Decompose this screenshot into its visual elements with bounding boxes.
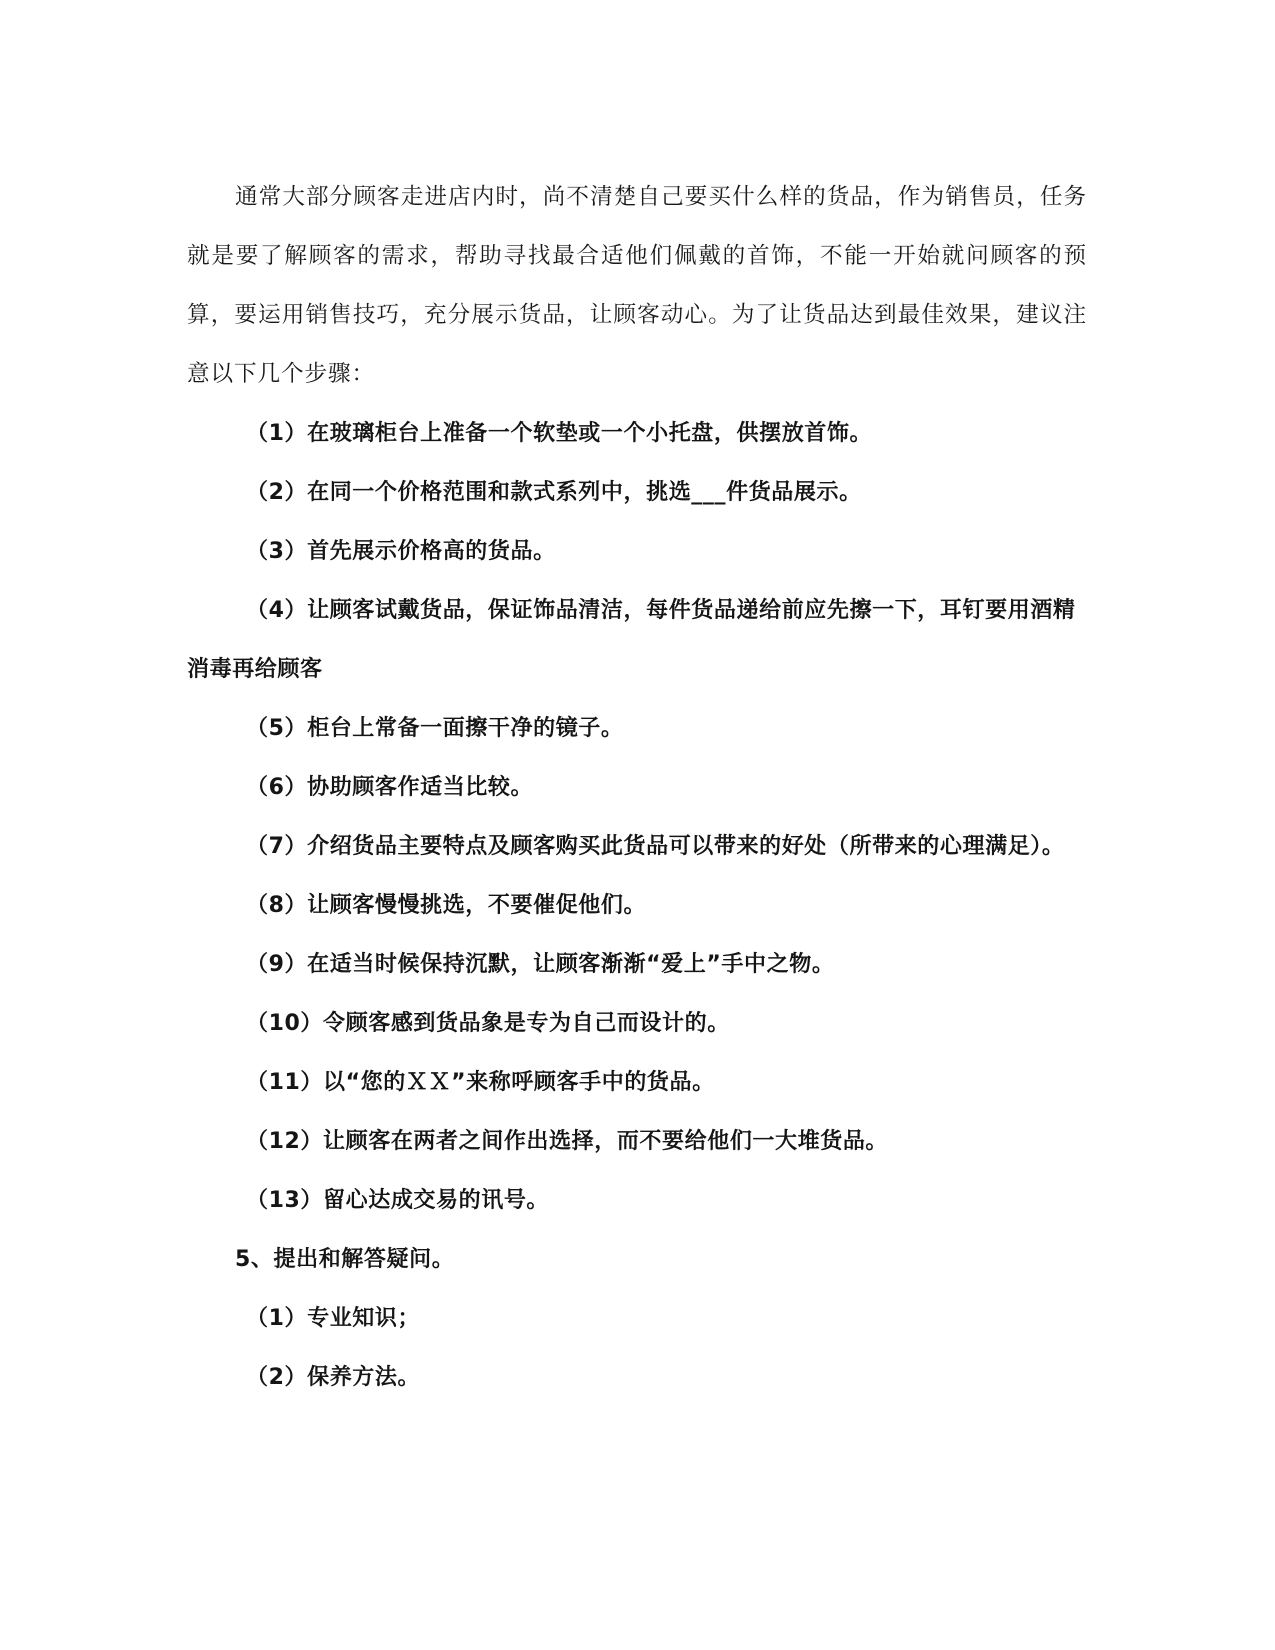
section-5-item-1: （1）专业知识； [246,1306,421,1331]
step-11: （11）以“您的ＸＸ”来称呼顾客手中的货品。 [246,1070,715,1095]
step-2: （2）在同一个价格范围和款式系列中，挑选___件货品展示。 [246,480,862,505]
step-12: （12）让顾客在两者之间作出选择，而不要给他们一大堆货品。 [246,1129,889,1154]
step-9: （9）在适当时候保持沉默，让顾客渐渐“爱上”手中之物。 [246,952,835,977]
step-5: （5）柜台上常备一面擦干净的镜子。 [246,716,624,741]
document-body [187,168,1087,1407]
intro-paragraph: 通常大部分顾客走进店内时，尚不清楚自己要买什么样的货品，作为销售员，任务就是要了解顾客的需求，帮助寻找最合适他们佩戴的首饰，不能一开始就问顾客的预算，要运用销售技巧，充分展示货品，让顾客动心。为了让货品达到最佳效果，建议注意以下几个步骤： [187,184,1087,387]
step-3: （3）首先展示价格高的货品。 [246,539,556,564]
step-8: （8）让顾客慢慢挑选，不要催促他们。 [246,893,647,918]
display-steps-list [187,404,1087,1230]
section-5-heading: 5、提出和解答疑问。 [235,1247,455,1272]
step-6: （6）协助顾客作适当比较。 [246,775,534,800]
step-7: （7）介绍货品主要特点及顾客购买此货品可以带来的好处（所带来的心理满足）。 [246,834,1065,859]
step-13: （13）留心达成交易的讯号。 [246,1188,550,1213]
step-4: （4）让顾客试戴货品，保证饰品清洁，每件货品递给前应先擦一下，耳钉要用酒精消毒再给顾客 [187,598,1076,682]
section-5-list [187,1289,1087,1407]
step-10: （10）令顾客感到货品象是专为自己而设计的。 [246,1011,730,1036]
step-1: （1）在玻璃柜台上准备一个软垫或一个小托盘，供摆放首饰。 [246,421,873,446]
section-5-item-2: （2）保养方法。 [246,1365,421,1390]
